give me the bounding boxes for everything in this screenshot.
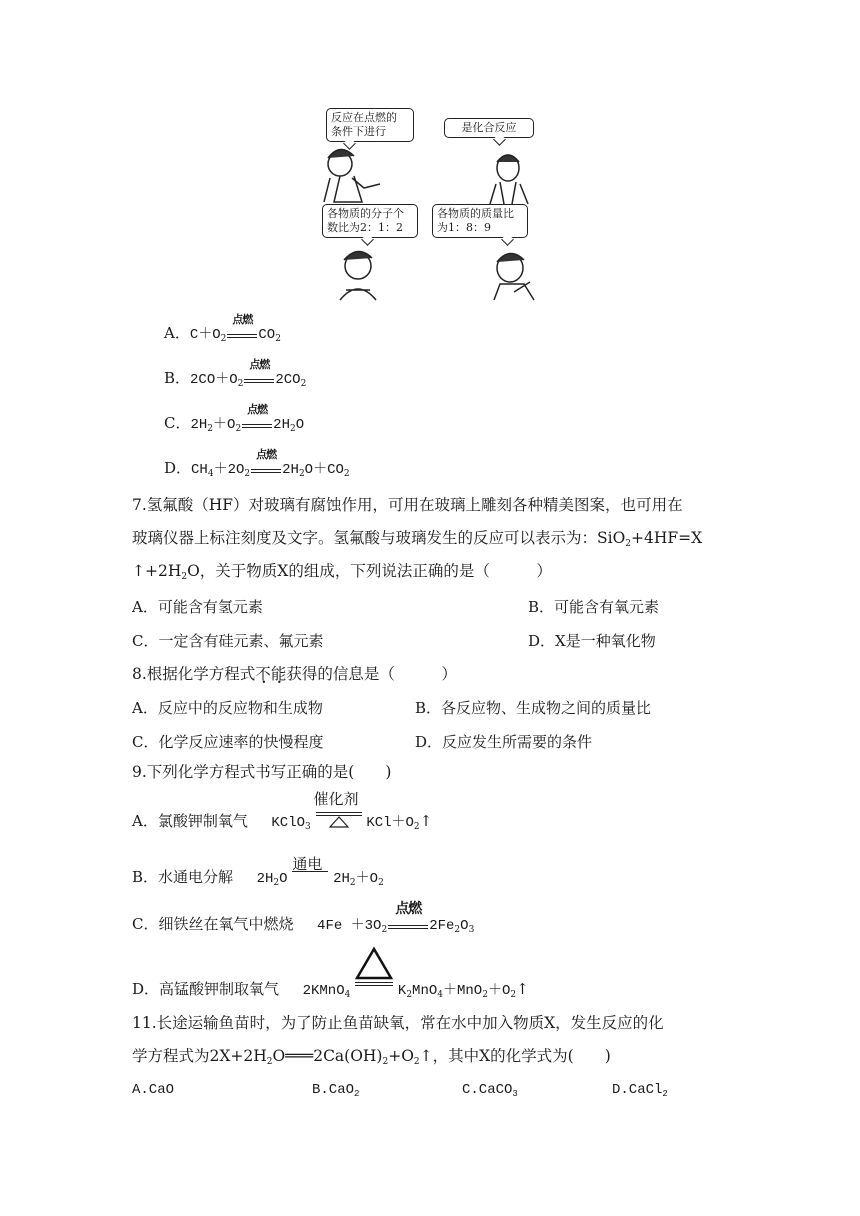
reaction-condition — [242, 403, 272, 428]
formula: 2H — [273, 417, 290, 433]
text-part: 8.根据化学方程式 — [132, 665, 256, 683]
double-line — [244, 379, 274, 383]
option-label: A． — [164, 324, 190, 342]
subscript: 2 — [343, 469, 350, 479]
bubble-text: 为1：8：9 — [437, 221, 491, 234]
bubble-text: 各物质的质量比 — [437, 207, 514, 220]
subscript: 2 — [406, 990, 413, 1000]
double-line — [242, 424, 272, 428]
option-text: C．细铁丝在氧气中燃烧 — [132, 915, 294, 933]
formula: 2CO＋O — [190, 372, 238, 388]
q7-option-b[interactable]: B．可能含有氧元素 — [528, 598, 660, 616]
formula: ＋2O — [213, 462, 245, 478]
formula: 2CO — [275, 372, 301, 388]
condition-text: 点燃 — [249, 358, 270, 371]
formula: 2H — [256, 871, 274, 887]
formula: 2KMnO — [302, 983, 345, 999]
subscript: 2 — [625, 539, 632, 549]
subscript: 4 — [437, 990, 443, 1000]
condition-text: 点燃 — [256, 448, 277, 461]
option-label: D． — [164, 459, 192, 477]
question-8 — [132, 662, 457, 684]
text-part: 学方程式为2X+2H — [132, 1047, 267, 1065]
formula: C＋O — [189, 327, 221, 343]
condition-text: 催化剂 — [313, 790, 359, 808]
formula: CH — [191, 462, 208, 478]
question-illustration — [318, 106, 544, 302]
subscript: 2 — [289, 424, 296, 434]
question-text — [132, 555, 702, 588]
reaction-condition — [227, 313, 257, 338]
subscript: 2 — [298, 469, 305, 479]
text-part: 获得的信息是（ ） — [286, 665, 457, 683]
subscript: 2 — [662, 1089, 668, 1099]
bubble-text: 数比为2：1：2 — [327, 221, 403, 234]
subscript: 4 — [344, 990, 351, 1000]
subscript: 2 — [300, 379, 307, 389]
text-part: ↑，其中X的化学式为( ) — [419, 1047, 611, 1065]
formula: 2H — [190, 417, 208, 433]
subscript: 2 — [181, 572, 188, 582]
emphasis-text: 不 — [255, 665, 271, 683]
reaction-condition — [244, 358, 274, 383]
q9-option-b[interactable] — [132, 855, 384, 888]
reaction-condition — [292, 855, 328, 882]
reaction-condition — [313, 790, 362, 826]
subscript: 2 — [382, 1057, 389, 1067]
subscript: 2 — [237, 379, 244, 389]
reaction-condition — [251, 448, 281, 473]
text-part: O═══2Ca(OH) — [272, 1047, 383, 1065]
formula: KClO — [271, 815, 306, 831]
q6-option-c[interactable] — [164, 403, 305, 434]
q11-option-a[interactable]: A.CaO — [132, 1082, 175, 1098]
question-text: 7.氢氟酸（HF）对玻璃有腐蚀作用，可用在玻璃上雕刻各种精美图案，也可用在 — [132, 496, 683, 514]
heat-triangle-icon — [355, 946, 393, 980]
text-part: O，关于物质X的组成，下列说法正确的是（ ） — [187, 562, 552, 580]
question-text — [132, 1040, 664, 1073]
people-drawing — [318, 106, 544, 302]
subscript: 2 — [454, 925, 461, 935]
q8-option-b[interactable]: B．各反应物、生成物之间的质量比 — [415, 699, 652, 717]
q7-option-d[interactable]: D．X是一种氧化物 — [528, 632, 656, 650]
q9-option-d[interactable] — [132, 978, 529, 999]
text-part: ↑+2H — [132, 562, 182, 580]
q11-option-c[interactable] — [462, 1082, 518, 1098]
boy-figure — [340, 251, 376, 300]
q8-option-a[interactable]: A．反应中的反应物和生成物 — [132, 699, 323, 717]
bubble-text: 条件下进行 — [331, 125, 386, 138]
subscript: 2 — [413, 1057, 420, 1067]
subscript: 2 — [207, 424, 214, 434]
option-text: B.CaO — [312, 1082, 355, 1098]
option-text: C.CaCO — [462, 1082, 513, 1098]
condition-text: 通电 — [292, 855, 323, 873]
q8-option-c[interactable]: C．化学反应速率的快慢程度 — [132, 733, 324, 751]
formula: ＋O — [355, 871, 379, 887]
subscript: 2 — [354, 1089, 360, 1099]
formula: O — [279, 871, 288, 887]
double-line — [251, 469, 281, 473]
formula: ＋MnO — [443, 983, 483, 999]
option-text: A．氯酸钾制氧气 — [132, 812, 248, 830]
q9-option-c[interactable] — [132, 901, 475, 935]
question-text: 11.长途运输鱼苗时，为了防止鱼苗缺氧，常在水中加入物质X，发生反应的化 — [132, 1014, 664, 1032]
double-line — [355, 982, 393, 986]
formula: 2H — [333, 871, 350, 887]
option-label: B． — [164, 369, 191, 387]
q9-option-a[interactable] — [132, 790, 433, 832]
formula: CO — [258, 327, 276, 343]
question-7 — [132, 489, 702, 588]
subscript: 2 — [266, 1057, 273, 1067]
text-part: 玻璃仪器上标注刻度及文字。氢氟酸与玻璃发生的反应可以表示为：SiO — [132, 529, 626, 547]
formula: K — [397, 983, 407, 999]
subscript: 2 — [235, 424, 242, 434]
subscript: 3 — [305, 822, 311, 832]
formula: MnO — [412, 983, 438, 999]
option-text: B．水通电分解 — [132, 868, 234, 886]
formula: O — [295, 417, 305, 433]
double-line — [227, 334, 257, 338]
double-line — [388, 925, 428, 929]
reaction-condition — [388, 901, 428, 929]
formula: KCl＋O — [366, 815, 414, 831]
q7-option-c[interactable]: C．一定含有硅元素、氟元素 — [132, 632, 324, 650]
emphasis-text: 能 — [270, 665, 287, 683]
subscript: 2 — [273, 878, 280, 888]
question-11 — [132, 1007, 664, 1073]
option-label: C． — [164, 414, 191, 432]
gas-arrow: ↑ — [516, 980, 529, 998]
q11-option-d[interactable] — [612, 1082, 668, 1098]
subscript: 2 — [275, 334, 281, 344]
subscript: 2 — [349, 878, 356, 888]
reaction-condition — [355, 986, 393, 994]
formula: 4Fe ＋3O — [317, 918, 382, 934]
q11-option-b[interactable] — [312, 1082, 359, 1098]
text-part: +4HF=X — [631, 529, 703, 547]
option-text: D.CaCl — [612, 1082, 663, 1098]
subscript: 2 — [510, 990, 517, 1000]
formula: O — [460, 918, 469, 934]
teacher-figure — [494, 253, 534, 300]
formula: 2Fe — [429, 918, 455, 934]
condition-text: 点燃 — [232, 313, 253, 326]
subscript: 2 — [413, 822, 420, 832]
condition-text: 点燃 — [247, 403, 268, 416]
bubble-text: 各物质的分子个 — [327, 207, 404, 220]
subscript: 3 — [468, 925, 475, 935]
formula: 2H — [282, 462, 299, 478]
heat-triangle-icon — [329, 816, 349, 828]
single-line — [292, 871, 328, 872]
subscript: 4 — [207, 469, 214, 479]
bubble-text: 反应在点燃的 — [331, 111, 397, 124]
q6-option-b[interactable] — [164, 358, 307, 389]
condition-text: 点燃 — [395, 901, 422, 917]
bubble-text: 是化合反应 — [461, 121, 517, 134]
q6-option-a[interactable] — [164, 313, 281, 344]
question-text — [132, 522, 702, 555]
gas-arrow: ↑ — [419, 812, 433, 830]
subscript: 2 — [244, 469, 251, 479]
subscript: 2 — [482, 990, 488, 1000]
text-part: +O — [388, 1047, 414, 1065]
question-9: 9.下列化学方程式书写正确的是( ) — [132, 763, 392, 781]
option-text: D．高锰酸钾制取氧气 — [132, 980, 280, 998]
subscript: 2 — [220, 334, 227, 344]
man-figure — [490, 155, 528, 204]
q7-option-a[interactable]: A．可能含有氢元素 — [132, 598, 263, 616]
formula: O＋CO — [304, 462, 344, 478]
formula: ＋O — [213, 417, 236, 433]
subscript: 3 — [512, 1089, 518, 1099]
q6-option-d[interactable] — [164, 448, 350, 479]
q8-option-d[interactable]: D．反应发生所需要的条件 — [415, 733, 593, 751]
girl-figure — [324, 149, 380, 202]
subscript: 2 — [381, 925, 388, 935]
subscript: 2 — [378, 878, 384, 888]
formula: ＋O — [487, 983, 511, 999]
